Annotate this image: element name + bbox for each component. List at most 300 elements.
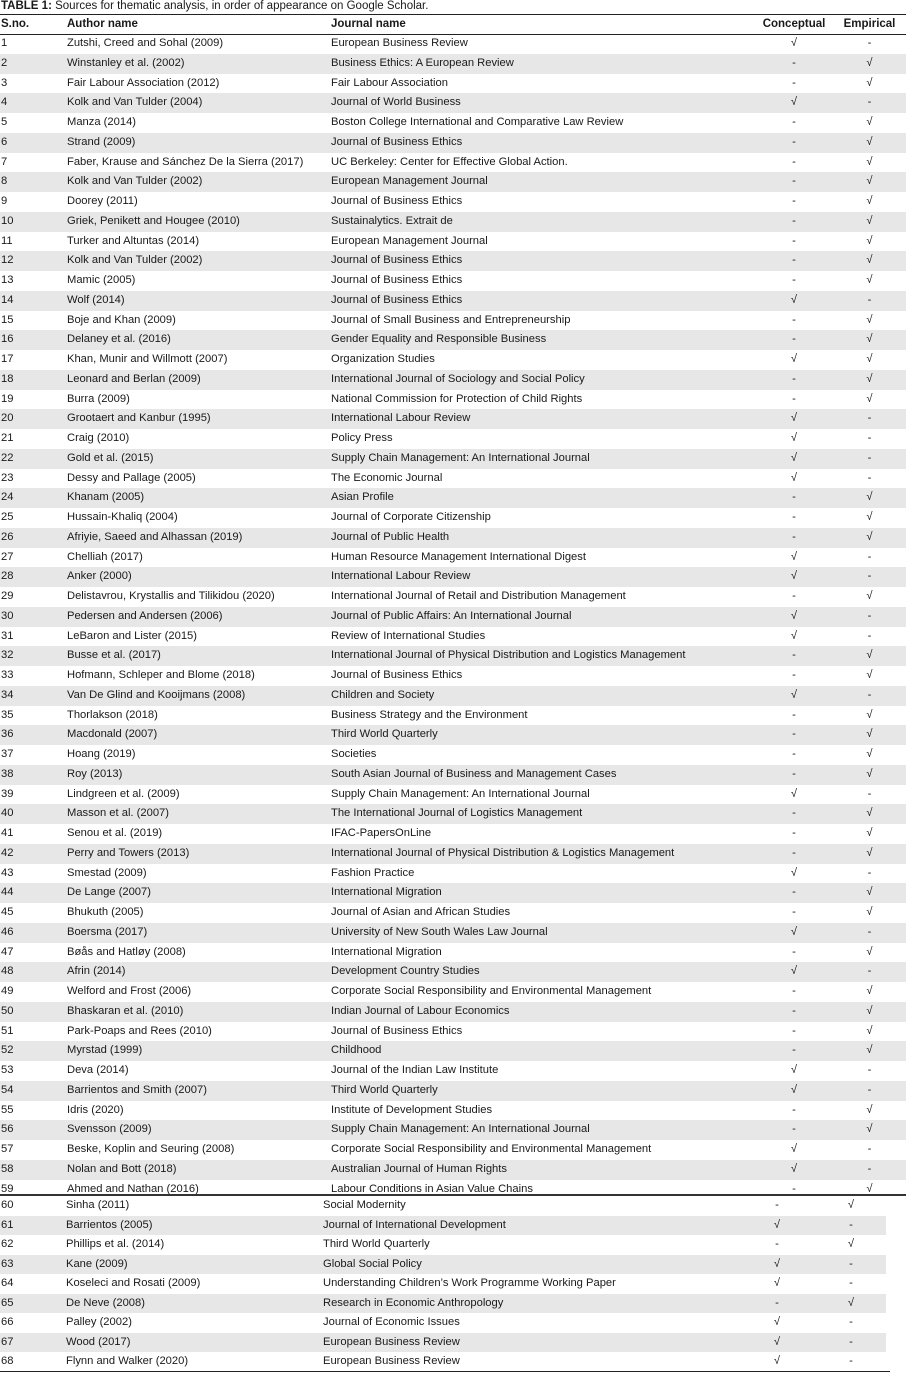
cell-empirical: √ bbox=[866, 886, 873, 899]
cell-journal: Children and Society bbox=[331, 688, 435, 701]
cell-empirical: √ bbox=[866, 1103, 873, 1116]
cell-journal: Business Ethics: A European Review bbox=[331, 56, 514, 69]
cell-author: Doorey (2011) bbox=[67, 195, 138, 207]
table-row bbox=[0, 429, 906, 449]
cell-author: Ahmed and Nathan (2016) bbox=[67, 1182, 199, 1195]
table-row bbox=[0, 350, 906, 370]
cell-sno: 24 bbox=[1, 491, 14, 504]
cell-sno: 3 bbox=[1, 76, 8, 89]
cell-journal: International Journal of Physical Distribution & Logistics Management bbox=[331, 846, 675, 859]
cell-sno: 63 bbox=[1, 1257, 14, 1270]
cell-author: Roy (2013) bbox=[67, 767, 123, 780]
cell-sno: 49 bbox=[1, 985, 14, 997]
table-row bbox=[0, 883, 906, 903]
cell-empirical: √ bbox=[866, 76, 873, 89]
cell-conceptual: - bbox=[792, 846, 796, 859]
cell-conceptual: - bbox=[792, 175, 796, 188]
cell-journal: IFAC-PapersOnLine bbox=[331, 827, 432, 839]
cell-author: Gold et al. (2015) bbox=[67, 451, 154, 464]
cell-conceptual: - bbox=[792, 214, 796, 227]
cell-empirical: √ bbox=[866, 1004, 873, 1017]
cell-empirical: √ bbox=[866, 135, 873, 148]
cell-conceptual: - bbox=[792, 1044, 796, 1057]
cell-empirical: √ bbox=[866, 649, 873, 662]
cell-sno: 66 bbox=[1, 1316, 14, 1328]
table-row bbox=[0, 370, 906, 390]
table-row bbox=[0, 706, 906, 726]
cell-sno: 8 bbox=[1, 175, 8, 188]
cell-journal: Corporate Social Responsibility and Environmental Management bbox=[331, 985, 652, 997]
table-row bbox=[0, 1140, 906, 1160]
cell-journal: Sustainalytics. Extrait de bbox=[331, 214, 453, 227]
cell-empirical: - bbox=[867, 570, 872, 583]
cell-conceptual: √ bbox=[790, 412, 798, 425]
table-row bbox=[0, 311, 906, 331]
cell-journal: Institute of Development Studies bbox=[331, 1103, 493, 1116]
cell-sno: 17 bbox=[1, 353, 14, 365]
cell-conceptual: √ bbox=[773, 1257, 781, 1270]
table-row bbox=[0, 251, 906, 271]
cell-sno: 45 bbox=[1, 906, 14, 918]
cell-journal: Understanding Children’s Work Programme Working Paper bbox=[323, 1277, 616, 1289]
cell-empirical: √ bbox=[866, 1044, 873, 1057]
table-header-row bbox=[0, 14, 906, 35]
cell-sno: 36 bbox=[1, 728, 14, 741]
cell-sno: 34 bbox=[1, 688, 14, 701]
cell-conceptual: - bbox=[792, 234, 796, 247]
table-row bbox=[0, 172, 906, 192]
cell-sno: 53 bbox=[1, 1064, 14, 1076]
cell-conceptual: √ bbox=[790, 688, 798, 701]
cell-empirical: √ bbox=[866, 274, 873, 286]
header-conceptual: Conceptual bbox=[762, 18, 826, 30]
cell-sno: 57 bbox=[1, 1143, 14, 1155]
cell-empirical: √ bbox=[866, 827, 873, 839]
table-row bbox=[0, 548, 906, 568]
cell-conceptual: √ bbox=[790, 925, 798, 938]
cell-sno: 32 bbox=[1, 649, 14, 662]
cell-sno: 61 bbox=[1, 1218, 14, 1231]
table-row bbox=[0, 74, 906, 94]
table-row bbox=[0, 1255, 886, 1275]
cell-journal: Supply Chain Management: An International Journal bbox=[331, 451, 590, 464]
cell-author: Pedersen and Andersen (2006) bbox=[67, 609, 223, 622]
cell-author: Masson et al. (2007) bbox=[67, 807, 169, 820]
cell-author: Myrstad (1999) bbox=[67, 1044, 143, 1057]
cell-sno: 38 bbox=[1, 767, 14, 780]
cell-conceptual: √ bbox=[790, 629, 798, 642]
cell-empirical: √ bbox=[866, 353, 873, 365]
cell-conceptual: - bbox=[792, 1004, 796, 1017]
cell-author: Griek, Penikett and Hougee (2010) bbox=[67, 214, 240, 227]
table-row bbox=[0, 1101, 906, 1121]
cell-conceptual: - bbox=[792, 135, 796, 148]
cell-author: Lindgreen et al. (2009) bbox=[67, 787, 180, 800]
cell-sno: 18 bbox=[1, 372, 14, 385]
cell-author: Hussain-Khaliq (2004) bbox=[67, 511, 178, 523]
cell-author: Fair Labour Association (2012) bbox=[67, 76, 220, 89]
cell-conceptual: √ bbox=[790, 965, 798, 978]
cell-journal: International Migration bbox=[331, 886, 442, 899]
cell-sno: 62 bbox=[1, 1238, 14, 1250]
table-row bbox=[0, 1313, 886, 1333]
cell-sno: 20 bbox=[1, 412, 14, 425]
cell-author: Idris (2020) bbox=[67, 1103, 124, 1116]
cell-author: Grootaert and Kanbur (1995) bbox=[67, 412, 211, 425]
cell-empirical: √ bbox=[847, 1199, 855, 1211]
table-row bbox=[0, 745, 906, 765]
cell-journal: Social Modernity bbox=[323, 1199, 406, 1211]
cell-author: Faber, Krause and Sánchez De la Sierra (2017) bbox=[67, 155, 304, 168]
cell-conceptual: - bbox=[792, 274, 796, 286]
cell-author: Kolk and Van Tulder (2004) bbox=[67, 96, 203, 109]
cell-journal: Policy Press bbox=[331, 432, 393, 444]
cell-conceptual: - bbox=[792, 333, 796, 346]
cell-author: Delaney et al. (2016) bbox=[67, 333, 171, 346]
cell-empirical: √ bbox=[866, 195, 873, 207]
cell-sno: 65 bbox=[1, 1296, 14, 1309]
cell-author: Burra (2009) bbox=[67, 392, 130, 405]
cell-empirical: - bbox=[849, 1277, 853, 1289]
cell-sno: 52 bbox=[1, 1044, 14, 1057]
cell-empirical: √ bbox=[866, 254, 873, 267]
cell-journal: European Business Review bbox=[323, 1355, 460, 1367]
cell-sno: 46 bbox=[1, 925, 14, 938]
table-row bbox=[0, 1002, 906, 1022]
cell-author: Kolk and Van Tulder (2002) bbox=[67, 254, 203, 267]
cell-conceptual: - bbox=[792, 1024, 796, 1037]
cell-empirical: √ bbox=[847, 1238, 855, 1250]
cell-author: Turker and Altuntas (2014) bbox=[67, 234, 200, 247]
cell-author: Flynn and Walker (2020) bbox=[66, 1355, 189, 1367]
cell-author: Koseleci and Rosati (2009) bbox=[66, 1277, 201, 1289]
cell-sno: 11 bbox=[1, 234, 13, 247]
cell-empirical: √ bbox=[866, 155, 873, 168]
cell-journal: Development Country Studies bbox=[331, 965, 480, 978]
table-row bbox=[0, 686, 906, 706]
cell-sno: 22 bbox=[1, 451, 14, 464]
cell-conceptual: - bbox=[792, 155, 796, 168]
cell-sno: 47 bbox=[1, 945, 14, 958]
cell-conceptual: - bbox=[792, 590, 796, 602]
cell-empirical: √ bbox=[866, 708, 873, 721]
cell-conceptual: - bbox=[792, 491, 796, 504]
cell-journal: Review of International Studies bbox=[331, 629, 486, 642]
cell-journal: National Commission for Protection of Child Rights bbox=[331, 392, 583, 405]
cell-sno: 31 bbox=[1, 629, 14, 642]
cell-conceptual: √ bbox=[790, 570, 798, 583]
cell-conceptual: √ bbox=[790, 96, 798, 109]
cell-journal: Human Resource Management International Digest bbox=[331, 550, 586, 563]
cell-empirical: √ bbox=[866, 530, 873, 543]
cell-sno: 13 bbox=[1, 274, 14, 286]
cell-journal: UC Berkeley: Center for Effective Global Action. bbox=[331, 155, 568, 168]
cell-journal: Supply Chain Management: An International Journal bbox=[331, 1123, 590, 1136]
cell-journal: International Journal of Retail and Distribution Management bbox=[331, 590, 626, 602]
cell-empirical: - bbox=[867, 96, 872, 109]
cell-author: Afriyie, Saeed and Alhassan (2019) bbox=[67, 530, 243, 543]
cell-empirical: √ bbox=[866, 56, 873, 69]
cell-journal: International Migration bbox=[331, 945, 442, 958]
table-body-continued bbox=[0, 1196, 906, 1372]
cell-empirical: - bbox=[867, 1143, 872, 1155]
cell-journal: Journal of Public Affairs: An International Journal bbox=[331, 609, 572, 622]
cell-empirical: √ bbox=[866, 807, 873, 820]
table-row bbox=[0, 1216, 886, 1236]
cell-author: Palley (2002) bbox=[66, 1316, 132, 1328]
cell-journal: Journal of Business Ethics bbox=[331, 274, 463, 286]
cell-conceptual: - bbox=[792, 116, 796, 128]
cell-journal: Research in Economic Anthropology bbox=[323, 1296, 504, 1309]
cell-empirical: √ bbox=[866, 333, 873, 346]
cell-author: Nolan and Bott (2018) bbox=[67, 1162, 177, 1175]
cell-journal: Journal of Business Ethics bbox=[331, 195, 463, 207]
table-row bbox=[0, 982, 906, 1002]
cell-empirical: √ bbox=[866, 767, 873, 780]
cell-conceptual: - bbox=[792, 511, 796, 523]
cell-sno: 9 bbox=[1, 195, 8, 207]
cell-journal: Journal of Public Health bbox=[331, 530, 450, 543]
cell-journal: Third World Quarterly bbox=[323, 1238, 430, 1250]
cell-conceptual: - bbox=[792, 748, 796, 760]
cell-empirical: - bbox=[867, 965, 872, 978]
cell-author: Wood (2017) bbox=[66, 1335, 131, 1348]
cell-journal: Corporate Social Responsibility and Environmental Management bbox=[331, 1143, 652, 1155]
cell-sno: 44 bbox=[1, 886, 14, 899]
table-row bbox=[0, 153, 906, 173]
cell-sno: 26 bbox=[1, 530, 14, 543]
cell-author: Van De Glind and Kooijmans (2008) bbox=[67, 688, 246, 701]
cell-author: Boje and Khan (2009) bbox=[67, 313, 176, 326]
header-journal: Journal name bbox=[331, 18, 406, 30]
cell-journal: Journal of the Indian Law Institute bbox=[331, 1064, 499, 1076]
cell-author: Hofmann, Schleper and Blome (2018) bbox=[67, 669, 255, 681]
cell-journal: European Business Review bbox=[331, 37, 468, 49]
cell-conceptual: √ bbox=[790, 1083, 798, 1096]
cell-conceptual: √ bbox=[790, 1143, 798, 1155]
cell-conceptual: √ bbox=[773, 1355, 781, 1367]
cell-sno: 29 bbox=[1, 590, 14, 602]
table-row bbox=[0, 508, 906, 528]
table-row bbox=[0, 765, 906, 785]
cell-journal: Journal of Small Business and Entrepreneurship bbox=[331, 313, 571, 326]
cell-journal: International Journal of Physical Distribution and Logistics Management bbox=[331, 649, 686, 662]
table-row bbox=[0, 587, 906, 607]
cell-sno: 27 bbox=[1, 550, 14, 563]
cell-author: Bhaskaran et al. (2010) bbox=[67, 1004, 184, 1017]
cell-sno: 25 bbox=[1, 511, 14, 523]
cell-journal: Indian Journal of Labour Economics bbox=[331, 1004, 510, 1017]
cell-empirical: √ bbox=[866, 1123, 873, 1136]
table-row bbox=[0, 1274, 886, 1294]
cell-sno: 48 bbox=[1, 965, 14, 978]
cell-sno: 67 bbox=[1, 1335, 14, 1348]
cell-author: Hoang (2019) bbox=[67, 748, 136, 760]
cell-empirical: - bbox=[867, 688, 872, 701]
table-row bbox=[0, 133, 906, 153]
cell-conceptual: - bbox=[792, 76, 796, 89]
cell-journal: European Management Journal bbox=[331, 234, 488, 247]
cell-journal: Supply Chain Management: An International Journal bbox=[331, 787, 590, 800]
cell-sno: 23 bbox=[1, 471, 14, 484]
cell-author: Bøås and Hatløy (2008) bbox=[67, 945, 186, 958]
table-row bbox=[0, 1041, 906, 1061]
cell-journal: Societies bbox=[331, 748, 377, 760]
cell-conceptual: √ bbox=[790, 550, 798, 563]
cell-empirical: √ bbox=[866, 669, 873, 681]
table-caption-text: Sources for thematic analysis, in order of appearance on Google Scholar. bbox=[55, 0, 429, 12]
cell-journal: Journal of Business Ethics bbox=[331, 1024, 463, 1037]
cell-sno: 6 bbox=[1, 135, 8, 148]
cell-journal: Journal of Business Ethics bbox=[331, 293, 463, 306]
cell-sno: 10 bbox=[1, 214, 14, 227]
cell-journal: Fashion Practice bbox=[331, 866, 415, 879]
cell-empirical: √ bbox=[866, 116, 873, 128]
cell-author: Bhukuth (2005) bbox=[67, 906, 144, 918]
cell-empirical: - bbox=[867, 471, 872, 484]
cell-sno: 68 bbox=[1, 1355, 14, 1367]
cell-sno: 4 bbox=[1, 96, 8, 109]
cell-author: Leonard and Berlan (2009) bbox=[67, 372, 201, 385]
cell-conceptual: - bbox=[792, 372, 796, 385]
cell-conceptual: √ bbox=[773, 1277, 781, 1289]
cell-conceptual: √ bbox=[790, 787, 798, 800]
cell-sno: 64 bbox=[1, 1277, 14, 1289]
cell-journal: International Journal of Sociology and Social Policy bbox=[331, 372, 585, 385]
table-row bbox=[0, 212, 906, 232]
cell-empirical: - bbox=[867, 1162, 872, 1175]
cell-conceptual: - bbox=[792, 728, 796, 741]
table-row bbox=[0, 646, 906, 666]
cell-empirical: √ bbox=[866, 392, 873, 405]
cell-sno: 50 bbox=[1, 1004, 14, 1017]
table-row bbox=[0, 291, 906, 311]
cell-journal: International Labour Review bbox=[331, 570, 471, 583]
cell-conceptual: √ bbox=[790, 609, 798, 622]
cell-journal: International Labour Review bbox=[331, 412, 471, 425]
cell-empirical: - bbox=[849, 1335, 853, 1348]
cell-author: Sinha (2011) bbox=[66, 1199, 130, 1211]
table-row bbox=[0, 804, 906, 824]
cell-empirical: - bbox=[867, 412, 872, 425]
table-row bbox=[0, 1235, 886, 1255]
cell-author: Kane (2009) bbox=[66, 1257, 128, 1270]
cell-author: Kolk and Van Tulder (2002) bbox=[67, 175, 203, 188]
cell-empirical: √ bbox=[866, 748, 873, 760]
cell-journal: The International Journal of Logistics Management bbox=[331, 807, 583, 820]
cell-conceptual: - bbox=[775, 1199, 779, 1211]
cell-empirical: - bbox=[849, 1355, 853, 1367]
cell-author: Perry and Towers (2013) bbox=[67, 846, 190, 859]
cell-sno: 41 bbox=[1, 827, 14, 839]
cell-sno: 43 bbox=[1, 866, 14, 879]
table-caption bbox=[0, 0, 906, 13]
cell-empirical: √ bbox=[866, 175, 873, 188]
table-row bbox=[0, 409, 906, 429]
cell-author: Welford and Frost (2006) bbox=[67, 985, 192, 997]
cell-author: Deva (2014) bbox=[67, 1064, 129, 1076]
cell-conceptual: √ bbox=[790, 1064, 798, 1076]
cell-conceptual: - bbox=[792, 708, 796, 721]
cell-sno: 56 bbox=[1, 1123, 14, 1136]
cell-author: Busse et al. (2017) bbox=[67, 649, 161, 662]
table-row bbox=[0, 390, 906, 410]
cell-author: Senou et al. (2019) bbox=[67, 827, 163, 839]
cell-journal: The Economic Journal bbox=[331, 471, 443, 484]
header-sno: S.no. bbox=[1, 18, 30, 30]
cell-conceptual: - bbox=[792, 945, 796, 958]
cell-conceptual: √ bbox=[773, 1218, 781, 1231]
cell-author: Svensson (2009) bbox=[67, 1123, 152, 1136]
cell-empirical: - bbox=[867, 451, 872, 464]
cell-sno: 28 bbox=[1, 570, 14, 583]
table-row bbox=[0, 844, 906, 864]
cell-author: Boersma (2017) bbox=[67, 925, 148, 938]
cell-sno: 60 bbox=[1, 1199, 14, 1211]
table-row bbox=[0, 54, 906, 74]
table-row bbox=[0, 469, 906, 489]
table-row bbox=[0, 785, 906, 805]
cell-empirical: - bbox=[867, 293, 872, 306]
cell-empirical: √ bbox=[866, 372, 873, 385]
cell-author: De Lange (2007) bbox=[67, 886, 151, 899]
cell-empirical: - bbox=[867, 37, 872, 49]
table-row bbox=[0, 1160, 906, 1180]
cell-journal: Journal of Business Ethics bbox=[331, 669, 463, 681]
cell-conceptual: √ bbox=[790, 471, 798, 484]
cell-empirical: √ bbox=[866, 1024, 873, 1037]
cell-journal: Journal of International Development bbox=[323, 1218, 506, 1231]
cell-empirical: - bbox=[867, 432, 872, 444]
table-row bbox=[0, 113, 906, 133]
cell-author: Afrin (2014) bbox=[67, 965, 126, 978]
cell-conceptual: - bbox=[792, 195, 796, 207]
cell-author: Beske, Koplin and Seuring (2008) bbox=[67, 1143, 235, 1155]
table-row bbox=[0, 864, 906, 884]
cell-conceptual: √ bbox=[790, 1162, 798, 1175]
table-row bbox=[0, 607, 906, 627]
cell-journal: Global Social Policy bbox=[323, 1257, 422, 1270]
cell-author: Delistavrou, Krystallis and Tilikidou (2020) bbox=[67, 590, 275, 602]
table-row bbox=[0, 627, 906, 647]
cell-empirical: √ bbox=[866, 728, 873, 741]
cell-empirical: √ bbox=[866, 945, 873, 958]
cell-conceptual: - bbox=[792, 530, 796, 543]
cell-conceptual: √ bbox=[773, 1335, 781, 1348]
cell-conceptual: - bbox=[792, 1103, 796, 1116]
cell-conceptual: - bbox=[792, 56, 796, 69]
cell-empirical: √ bbox=[866, 590, 873, 602]
cell-journal: Journal of Business Ethics bbox=[331, 135, 463, 148]
cell-journal: Third World Quarterly bbox=[331, 1083, 438, 1096]
cell-sno: 16 bbox=[1, 333, 14, 346]
cell-conceptual: √ bbox=[790, 353, 798, 365]
cell-journal: European Management Journal bbox=[331, 175, 488, 188]
cell-empirical: - bbox=[867, 609, 872, 622]
cell-author: De Neve (2008) bbox=[66, 1296, 145, 1309]
cell-sno: 37 bbox=[1, 748, 14, 760]
cell-sno: 40 bbox=[1, 807, 14, 820]
table-row bbox=[0, 93, 906, 113]
cell-empirical: √ bbox=[866, 214, 873, 227]
cell-sno: 1 bbox=[1, 37, 8, 49]
cell-author: Khanam (2005) bbox=[67, 491, 145, 504]
cell-conceptual: - bbox=[792, 767, 796, 780]
table-row bbox=[0, 528, 906, 548]
cell-conceptual: √ bbox=[790, 866, 798, 879]
cell-journal: Journal of Asian and African Studies bbox=[331, 906, 511, 918]
cell-author: Winstanley et al. (2002) bbox=[67, 56, 185, 69]
